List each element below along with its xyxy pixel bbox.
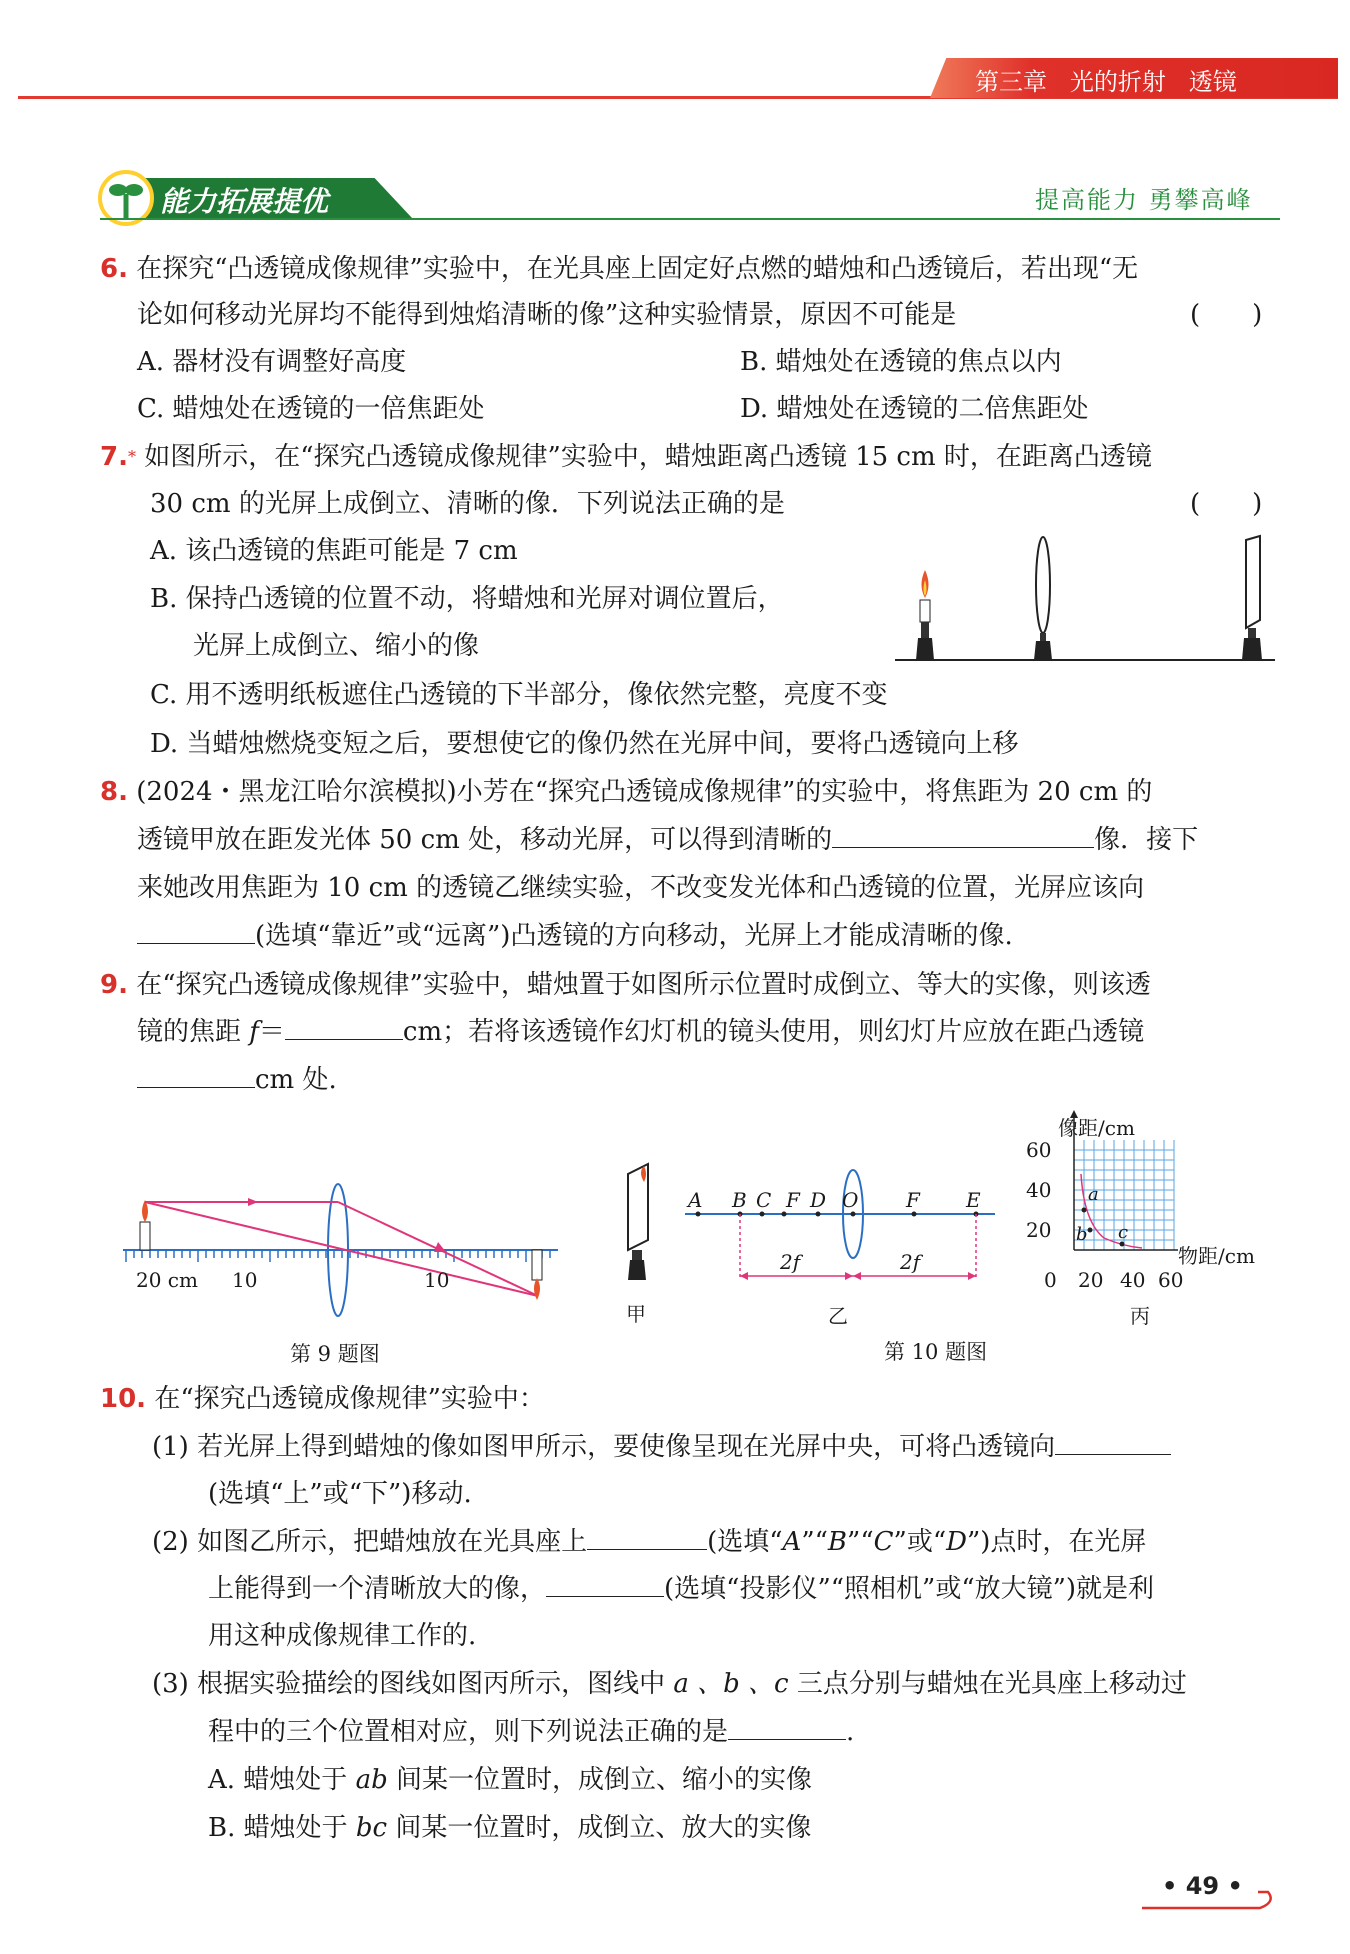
- q10-blank-1[interactable]: [1055, 1430, 1171, 1455]
- q7-option-b2: 光屏上成倒立、缩小的像: [193, 631, 480, 661]
- q6-option-c: C. 蜡烛处在透镜的一倍焦距处: [137, 394, 485, 424]
- fig10-graph-pt-a: a: [1088, 1184, 1099, 1205]
- q7-answer-paren[interactable]: ( ): [1190, 489, 1263, 519]
- fig10-point-d: D: [810, 1188, 827, 1212]
- q7-option-b1: B. 保持凸透镜的位置不动，将蜡烛和光屏对调位置后，: [150, 584, 784, 614]
- fig9-diagram: [118, 1178, 568, 1328]
- fig10-jia-screen: [620, 1160, 660, 1290]
- q10-blank-2[interactable]: [587, 1525, 707, 1550]
- fig10-yi-diagram: [680, 1160, 1000, 1290]
- fig10-caption: 第 10 题图: [884, 1340, 988, 1364]
- fig10-point-b: B: [732, 1188, 747, 1212]
- fig10-graph-pt-b: b: [1076, 1224, 1088, 1245]
- q10-p2-line1: (2) 如图乙所示，把蜡烛放在光具座上 (选填“A”“B”“C”或“D”)点时，在光屏: [152, 1527, 1147, 1557]
- page-number: • 49 •: [1162, 1872, 1243, 1900]
- q6-option-d: D. 蜡烛处在透镜的二倍焦距处: [740, 394, 1089, 424]
- fig10-graph-ytick-20: 20: [1026, 1218, 1052, 1242]
- fig10-label-yi: 乙: [828, 1304, 848, 1328]
- fig10-point-f1: F: [786, 1188, 800, 1212]
- page-number-underline: [1140, 1882, 1280, 1912]
- fig9-caption: 第 9 题图: [290, 1342, 380, 1366]
- q6-answer-paren[interactable]: ( ): [1190, 300, 1263, 330]
- fig10-twof-left: 2f: [780, 1250, 801, 1274]
- fig10-twof-right: 2f: [900, 1250, 921, 1274]
- fig10-label-jia: 甲: [626, 1302, 646, 1326]
- section-slogan: 提高能力 勇攀高峰: [1035, 186, 1253, 214]
- q9-line2: 镜的焦距 f＝ cm；若将该透镜作幻灯机的镜头使用，则幻灯片应放在距凸透镜: [137, 1017, 1145, 1047]
- fig10-graph-ylabel: 像距/cm: [1058, 1116, 1135, 1140]
- fig10-label-bing: 丙: [1130, 1304, 1150, 1328]
- section-title: 能力拓展提优: [160, 185, 329, 218]
- fig10-point-o: O: [842, 1188, 859, 1212]
- q10-p2-line3: 用这种成像规律工作的.: [208, 1621, 477, 1651]
- q10-p1-line2: (选填“上”或“下”)移动.: [208, 1479, 472, 1509]
- fig10-graph-pt-c: c: [1118, 1222, 1129, 1243]
- q10-blank-4[interactable]: [728, 1715, 846, 1740]
- q8-blank-2[interactable]: [137, 919, 255, 944]
- fig10-point-a: A: [688, 1188, 703, 1212]
- q9-blank-1[interactable]: [285, 1015, 403, 1040]
- fig10-graph-xlabel: 物距/cm: [1178, 1244, 1255, 1268]
- q10-p3-line1: (3) 根据实验描绘的图线如图丙所示，图线中 a 、b 、c 三点分别与蜡烛在光具座上移动过: [152, 1669, 1187, 1699]
- q6-option-a: A. 器材没有调整好高度: [137, 347, 407, 377]
- q9-line1: 9. 在“探究凸透镜成像规律”实验中，蜡烛置于如图所示位置时成倒立、等大的实像，则该透: [100, 970, 1151, 1000]
- fig10-graph-ytick-40: 40: [1026, 1178, 1052, 1202]
- fig10-point-c: C: [756, 1188, 772, 1212]
- q8-blank-1[interactable]: [832, 823, 1094, 848]
- fig9-tick-10-left: 10: [232, 1268, 258, 1292]
- q9-blank-2[interactable]: [137, 1063, 255, 1088]
- q7-option-d: D. 当蜡烛燃烧变短之后，要想使它的像仍然在光屏中间，要将凸透镜向上移: [150, 729, 1019, 759]
- q7-option-c: C. 用不透明纸板遮住凸透镜的下半部分，像依然完整，亮度不变: [150, 680, 888, 710]
- fig10-graph-ytick-60: 60: [1026, 1138, 1052, 1162]
- fig10-graph-xtick-60: 60: [1158, 1268, 1184, 1292]
- fig10-point-f2: F: [906, 1188, 920, 1212]
- q6-line2: 论如何移动光屏均不能得到烛焰清晰的像”这种实验情景，原因不可能是: [137, 300, 957, 330]
- q8-line3: 来她改用焦距为 10 cm 的透镜乙继续实验，不改变发光体和凸透镜的位置，光屏应该向: [137, 873, 1145, 903]
- fig10-graph-xtick-40: 40: [1120, 1268, 1146, 1292]
- q10-blank-3[interactable]: [546, 1572, 664, 1597]
- section-rule: [100, 218, 1280, 220]
- q10-p2-line2: 上能得到一个清晰放大的像， (选填“投影仪”“照相机”或“放大镜”)就是利: [208, 1574, 1155, 1604]
- q6-option-b: B. 蜡烛处在透镜的焦点以内: [740, 347, 1062, 377]
- q10-p3-option-b: B. 蜡烛处于 bc 间某一位置时，成倒立、放大的实像: [208, 1813, 812, 1843]
- q7-line2: 30 cm 的光屏上成倒立、清晰的像．下列说法正确的是: [150, 489, 785, 519]
- fig10-point-e: E: [966, 1188, 981, 1212]
- q10-p1-line1: (1) 若光屏上得到蜡烛的像如图甲所示，要使像呈现在光屏中央，可将凸透镜向: [152, 1430, 1171, 1464]
- q7-option-a: A. 该凸透镜的焦距可能是 7 cm: [150, 536, 518, 566]
- header-chapter: 第三章 光的折射 透镜: [975, 68, 1237, 96]
- fig10-graph-xtick-20: 20: [1078, 1268, 1104, 1292]
- q10-intro: 10. 在“探究凸透镜成像规律”实验中：: [100, 1384, 545, 1414]
- q8-line1: 8. (2024・黑龙江哈尔滨模拟)小芳在“探究凸透镜成像规律”的实验中，将焦距为 20 cm 的: [100, 777, 1153, 807]
- q7-figure: [890, 530, 1280, 666]
- q10-p3-line2: 程中的三个位置相对应，则下列说法正确的是 .: [208, 1717, 855, 1747]
- fig10-graph-xtick-0: 0: [1044, 1268, 1057, 1292]
- q8-line2: 透镜甲放在距发光体 50 cm 处，移动光屏，可以得到清晰的 像．接下: [137, 825, 1199, 855]
- fig9-tick-20: 20 cm: [136, 1268, 198, 1292]
- q10-p3-option-a: A. 蜡烛处于 ab 间某一位置时，成倒立、缩小的实像: [208, 1765, 812, 1795]
- fig9-tick-10-right: 10: [424, 1268, 450, 1292]
- q7-line1: 7.* 如图所示，在“探究凸透镜成像规律”实验中，蜡烛距离凸透镜 15 cm 时，在距离凸透镜: [100, 442, 1152, 472]
- q9-line3: cm 处.: [137, 1063, 337, 1097]
- q8-line4: (选填“靠近”或“远离”)凸透镜的方向移动，光屏上才能成清晰的像.: [137, 919, 1013, 953]
- q6-line1: 6. 在探究“凸透镜成像规律”实验中，在光具座上固定好点燃的蜡烛和凸透镜后，若出现“无: [100, 254, 1139, 284]
